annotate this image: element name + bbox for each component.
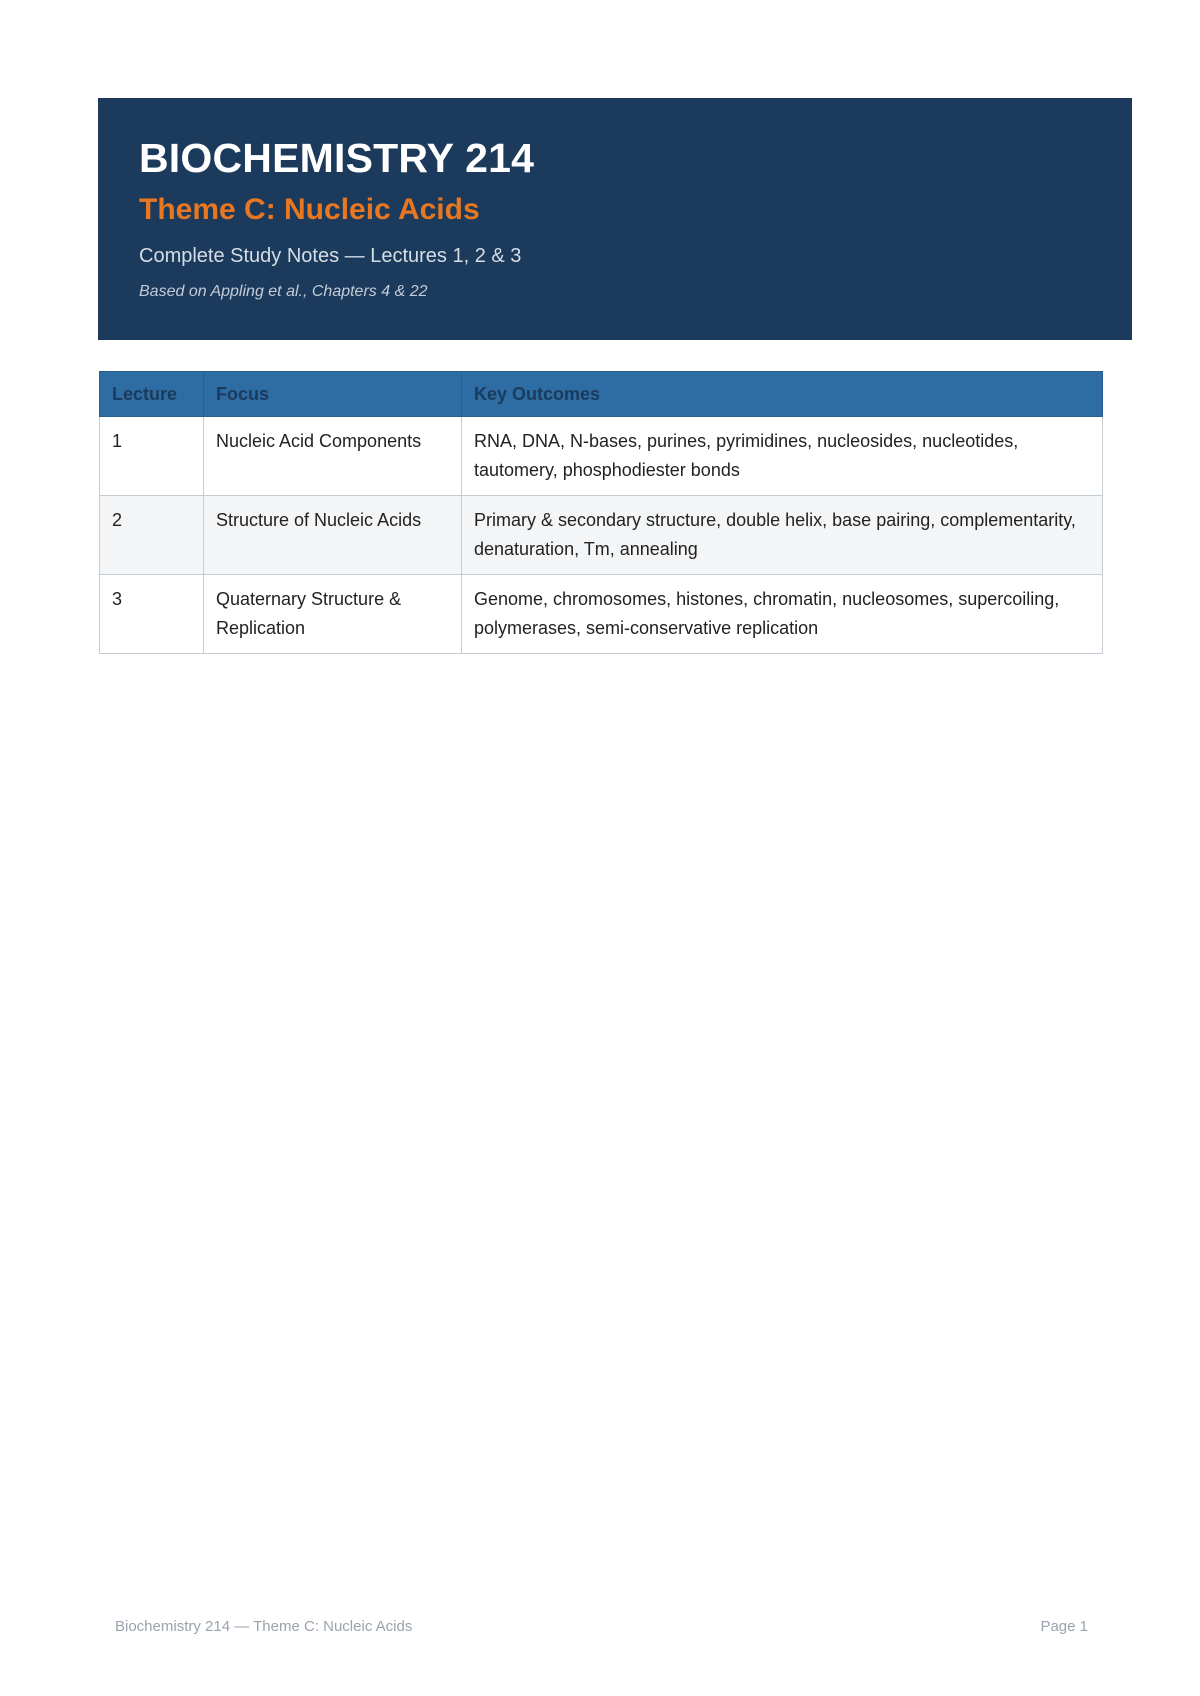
theme-title: Theme C: Nucleic Acids	[139, 193, 480, 226]
source-note: Based on Appling et al., Chapters 4 & 22	[139, 283, 428, 300]
focus-cell: Quaternary Structure & Replication	[204, 575, 462, 654]
table-row	[100, 496, 1103, 575]
footer-document-title: Biochemistry 214 — Theme C: Nucleic Acids	[115, 1618, 413, 1635]
course-title: BIOCHEMISTRY 214	[139, 135, 535, 181]
key-outcomes-cell: Genome, chromosomes, histones, chromatin, nucleosomes, supercoiling, polymerases, semi-conservative replication	[462, 575, 1103, 654]
notes-subtitle: Complete Study Notes — Lectures 1, 2 & 3	[139, 245, 522, 267]
footer-page-number: Page 1	[1040, 1618, 1088, 1635]
lecture-overview-table	[99, 371, 1103, 654]
lecture-number-cell: 3	[100, 575, 204, 654]
table-row	[100, 575, 1103, 654]
column-header-lecture: Lecture	[100, 372, 204, 417]
focus-cell: Structure of Nucleic Acids	[204, 496, 462, 575]
lecture-number-cell: 1	[100, 417, 204, 496]
key-outcomes-cell: RNA, DNA, N-bases, purines, pyrimidines, nucleosides, nucleotides, tautomery, phosphodiester bonds	[462, 417, 1103, 496]
table-row	[100, 417, 1103, 496]
key-outcomes-cell: Primary & secondary structure, double helix, base pairing, complementarity, denaturation, Tm, annealing	[462, 496, 1103, 575]
column-header-key-outcomes: Key Outcomes	[462, 372, 1103, 417]
lecture-number-cell: 2	[100, 496, 204, 575]
column-header-focus: Focus	[204, 372, 462, 417]
table-header-row	[100, 372, 1103, 417]
focus-cell: Nucleic Acid Components	[204, 417, 462, 496]
header-banner	[98, 98, 1132, 340]
